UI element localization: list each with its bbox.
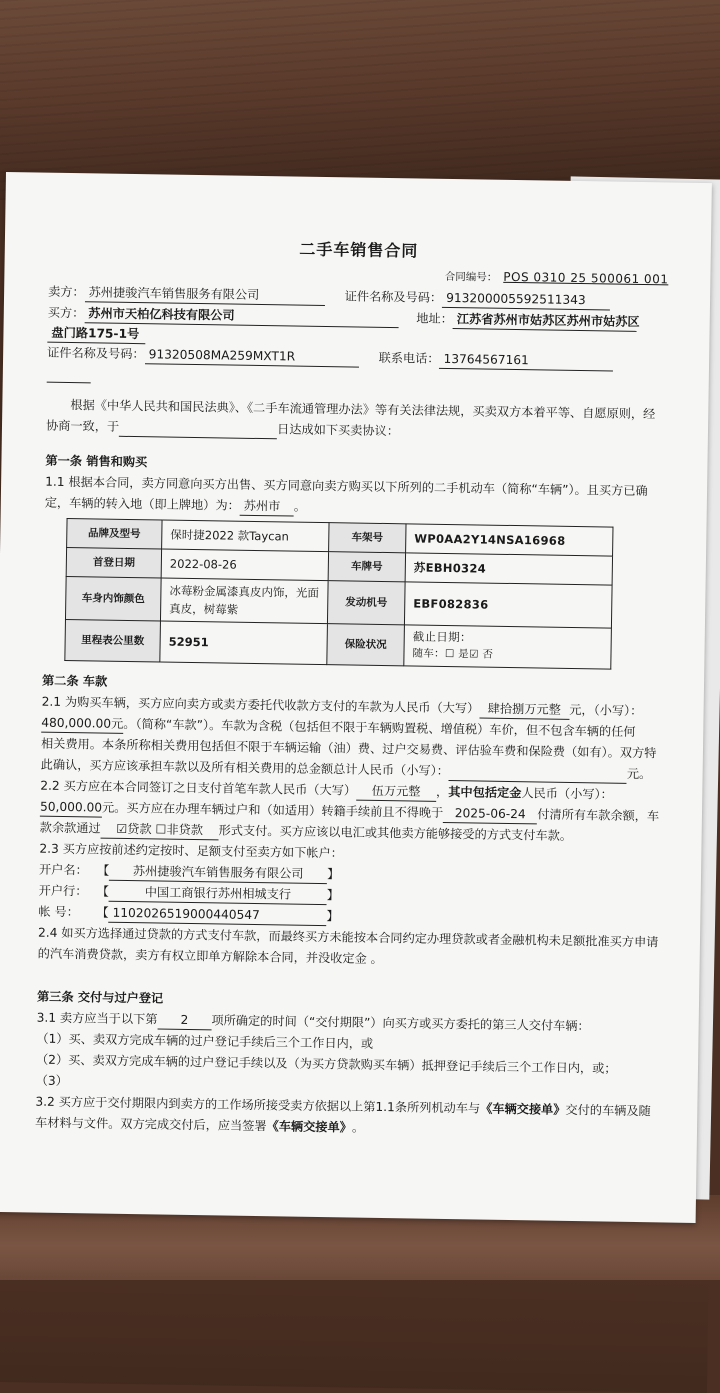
wooden-table-top xyxy=(0,0,720,200)
buyer-label: 买方： xyxy=(47,305,85,321)
price-lower-label: 元，（小写）： xyxy=(569,702,643,719)
first-registration-header: 首登日期 xyxy=(66,547,161,577)
price-upper-value: 肆拾捌万元整 xyxy=(479,700,569,720)
buyer-phone-label: 联系电话： xyxy=(378,350,440,366)
handover-form-ref: 《车辆交接单》 xyxy=(480,1101,566,1117)
delivery-option-2: （2）买、卖双方完成车辆的过户登记手续以及（为买方贷款购买车辆）抵押登记手续后三个工作日内，或； xyxy=(35,1052,617,1076)
balance-due-date: 2025-06-24 xyxy=(443,804,537,824)
seller-label: 卖方： xyxy=(48,284,85,300)
color-value: 冰莓粉金属漆真皮内饰，光面真皮，树莓紫 xyxy=(160,578,328,624)
deposit-lower-value: 50,000.00 xyxy=(40,798,102,818)
blank-underline xyxy=(47,364,91,384)
preamble-suffix: 日达成如下买卖协议： xyxy=(277,422,400,439)
handover-text: 3.2 买方应于交付期限内到卖方的工作场所接受卖方依据以上第1.1条所列机动车与 xyxy=(35,1094,481,1116)
insurance-value xyxy=(404,625,612,669)
deposit-lower-label: 人民币（小写）： xyxy=(521,786,613,802)
insurance-with-car: 随车：☐ 是☑ 否 xyxy=(412,647,494,661)
payment-method-label: 款余款通过 xyxy=(39,820,101,836)
delivery-item-number: 2 xyxy=(157,1010,211,1030)
account-number-label: 帐 号： xyxy=(38,904,79,920)
delivery-option-1: （1）买、卖双方完成车辆的过户登记手续后三个工作日内，或 xyxy=(36,1031,374,1051)
buyer-id-label: 证件名称及号码： xyxy=(47,345,145,362)
plate-value: 苏EBH0324 xyxy=(405,553,612,585)
color-header: 车身内饰颜色 xyxy=(65,576,161,620)
table-row xyxy=(65,619,612,669)
balance-deadline-label: 元。买方应在办理车辆过户和（如适用）转籍手续前且不得晚于 xyxy=(101,800,444,820)
bank-value: 中国工商银行苏州相城支行 xyxy=(109,883,327,905)
contract-number-label: 合同编号： xyxy=(444,270,498,284)
handover-sign-period: 。 xyxy=(351,1120,365,1135)
article2-heading: 第二条 车款 xyxy=(41,673,108,689)
account-number-value: 1102026519000440547 xyxy=(108,904,326,926)
mileage-header: 里程表公里数 xyxy=(65,619,161,661)
buyer-address-line2: 盘门路175-1号 xyxy=(47,324,145,345)
delivery-item-label: 3.1 卖方应当于以下第 xyxy=(36,1010,158,1027)
vin-header: 车架号 xyxy=(329,523,406,553)
delivery-option-3: （3） xyxy=(35,1073,68,1089)
contract-number-value: POS 0310 25 500061 001 xyxy=(503,269,669,287)
account-name-value: 苏州捷骏汽车销售服务有限公司 xyxy=(109,862,327,884)
page-title: 二手车销售合同 xyxy=(299,239,419,261)
transfer-city: 苏州市 xyxy=(240,497,294,517)
price-lower-value: 480,000.00元 xyxy=(41,714,123,734)
transfer-period: 。 xyxy=(293,499,307,514)
vehicle-table xyxy=(64,518,613,670)
total-amount-label: 此确认，买方应该承担车款以及所有相关费用的总金额总计人民币（小写）： xyxy=(40,757,450,779)
total-amount-blank xyxy=(449,762,627,784)
agreement-date-blank xyxy=(119,418,277,439)
first-registration-value: 2022-08-26 xyxy=(161,549,328,581)
first-payment-label: 2.2 买方应在本合同签订之日支付首笔车款人民币（大写） xyxy=(40,778,357,798)
deposit-label: 其中包括定金 xyxy=(448,785,522,801)
bank-row: 开户行： 【 中国工商银行苏州相城支行 】 xyxy=(39,881,659,912)
seller-name: 苏州捷骏汽车销售服务有限公司 xyxy=(85,283,325,306)
plate-header: 车牌号 xyxy=(328,552,405,582)
account-name-label: 开户名： xyxy=(38,862,88,878)
article2-line3: 相关费用。本条所称相关费用包括但不限于车辆运输（油）费、过户交易费、评估验车费和保险费（如有）。双方特 xyxy=(40,736,657,761)
article2-line10: 的汽车消费贷款，卖方有权立即单方解除本合同，并没收定金 。 xyxy=(37,946,383,967)
article1-para1: 1.1 根据本合同，卖方同意向买方出售、买方同意向卖方购买以下所列的二手机动车（简称“车辆”）。且买方已确 xyxy=(45,474,648,499)
handover-text-suffix: 交付的车辆及随 xyxy=(565,1102,651,1119)
article2-line8: 2.3 买方应按前述约定按时、足额支付至卖方如下帐户： xyxy=(39,841,344,861)
account-number-row: 帐 号： 【 1102026519000440547 】 xyxy=(38,902,658,933)
brand-model-value: 保时捷2022 款Taycan xyxy=(162,520,329,552)
handover-sign-text: 车材料与文件。双方完成交付后，应当签署 xyxy=(34,1115,267,1134)
transfer-place-label: 定，车辆的转入地（即上牌地）为： xyxy=(44,495,240,513)
mileage-value: 52951 xyxy=(160,621,328,665)
buyer-address-label: 地址： xyxy=(416,311,453,327)
delivery-item-suffix: 项所确定的时间（“交付期限”）向买方或买方委托的第三人交付车辆： xyxy=(211,1013,590,1034)
article1-heading: 第一条 销售和购买 xyxy=(45,453,148,470)
payment-method-suffix: 形式支付。买方应该以电汇或其他卖方能够接受的方式支付车款。 xyxy=(218,823,573,843)
article3-heading: 第三条 交付与过户登记 xyxy=(36,989,164,1006)
contract-page xyxy=(35,225,669,1144)
paper-fold-shadow xyxy=(0,1262,709,1393)
preamble-prefix: 协商一致，于 xyxy=(45,418,120,434)
account-name-row: 开户名： 【 苏州捷骏汽车销售服务有限公司 】 xyxy=(39,860,659,891)
article2-line9: 2.4 如买方选择通过贷款的方式支付车款，而最终买方未能按本合同约定办理贷款或者金融机构未足额批准买方申请 xyxy=(37,925,659,950)
engine-header: 发动机号 xyxy=(327,581,405,625)
payment-method-value: ☑贷款 ☐非贷款 xyxy=(100,820,218,841)
buyer-name: 苏州市天柏亿科技有限公司 xyxy=(84,304,398,328)
seller-id-value: 913200005592511343 xyxy=(442,289,610,311)
vin-value: WP0AA2Y14NSA16968 xyxy=(406,524,613,556)
price-upper-label: 2.1 为购买车辆，买方应向卖方或卖方委托代收款方支付的车款为人民币（大写） xyxy=(41,694,480,716)
buyer-id-value: 91320508MA259MXT1R xyxy=(144,345,358,367)
total-amount-unit: 元。 xyxy=(626,766,652,782)
preamble-line1: 根据《中华人民共和国民法典》、《二手车流通管理办法》等有关法律法规，买卖双方本着平等、自愿原则，经 xyxy=(70,398,656,422)
contract-paper xyxy=(0,172,712,1223)
buyer-address-line1: 江苏省苏州市姑苏区苏州市姑苏区 xyxy=(453,310,637,332)
buyer-phone-value: 13764567161 xyxy=(439,350,613,372)
handover-sign-form: 《车辆交接单》 xyxy=(266,1119,353,1135)
price-tax-note: 。（简称“车款”）。车款为含税（包括但不限于车辆购置税、增值税）车价，但不包含车辆的任何 xyxy=(123,716,636,739)
seller-id-label: 证件名称及号码： xyxy=(344,289,443,305)
engine-value: EBF082836 xyxy=(404,582,612,628)
first-payment-comma: ， xyxy=(435,784,449,800)
insurance-expiry: 截止日期： xyxy=(412,629,472,645)
first-payment-upper: 伍万元整 xyxy=(356,782,436,802)
insurance-header: 保险状况 xyxy=(327,624,405,666)
balance-deadline-suffix: 付清所有车款余额，车 xyxy=(537,807,660,824)
brand-model-header: 品牌及型号 xyxy=(67,519,162,549)
bank-label: 开户行： xyxy=(38,883,88,899)
